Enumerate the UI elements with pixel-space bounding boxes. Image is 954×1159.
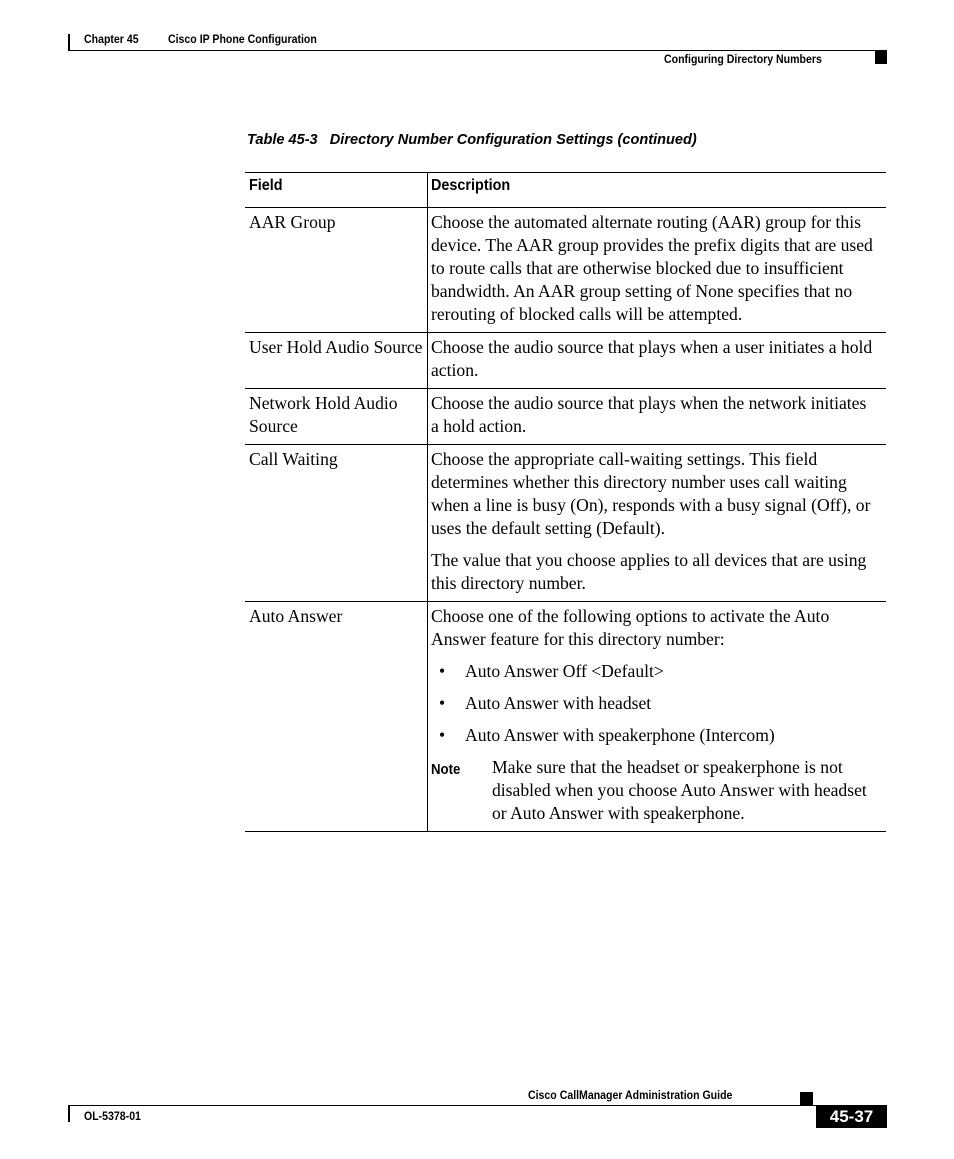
header-left-bar xyxy=(68,34,70,50)
configuration-table xyxy=(245,172,886,832)
table-caption xyxy=(247,131,697,148)
table-row xyxy=(245,389,886,445)
field-cell: User Hold Audio Source xyxy=(245,333,428,389)
header-chapter-title: Cisco IP Phone Configuration xyxy=(168,32,317,46)
list-item: • Auto Answer Off <Default> xyxy=(431,660,876,683)
list-item: • Auto Answer with headset xyxy=(431,692,876,715)
field-cell: Call Waiting xyxy=(245,445,428,602)
list-item: • Auto Answer with speakerphone (Intercom) xyxy=(431,724,876,747)
field-cell: Network Hold Audio Source xyxy=(245,389,428,445)
footer-marker xyxy=(800,1092,813,1105)
footer-left-bar xyxy=(68,1105,70,1122)
footer-rule xyxy=(68,1105,816,1106)
note-label: Note xyxy=(431,761,461,778)
header-marker xyxy=(875,51,887,64)
table-header-row xyxy=(245,173,886,208)
description-cell: Choose the audio source that plays when a user initiates a hold action. xyxy=(428,333,887,389)
description-cell xyxy=(428,445,887,602)
field-cell: AAR Group xyxy=(245,208,428,333)
table-row xyxy=(245,333,886,389)
footer-doc-number: OL-5378-01 xyxy=(84,1109,141,1123)
description-cell: Choose the audio source that plays when the network initiates a hold action. xyxy=(428,389,887,445)
field-cell: Auto Answer xyxy=(245,602,428,832)
description-paragraph: The value that you choose applies to all devices that are using this directory number. xyxy=(431,550,867,593)
note-text: Make sure that the headset or speakerphone is not disabled when you choose Auto Answer with headset or Auto Answer with speakerphone. xyxy=(492,757,867,823)
table-row xyxy=(245,602,886,832)
header-rule xyxy=(68,50,887,51)
column-header-description: Description xyxy=(428,173,887,208)
table-caption-title: Directory Number Configuration Settings (continued) xyxy=(329,131,697,148)
table-row xyxy=(245,208,886,333)
footer-guide-title: Cisco CallManager Administration Guide xyxy=(528,1088,733,1102)
page-number: 45-37 xyxy=(816,1105,887,1128)
table-row xyxy=(245,445,886,602)
header-section-title: Configuring Directory Numbers xyxy=(664,52,822,66)
header-chapter: Chapter 45 xyxy=(84,32,139,46)
description-cell xyxy=(428,602,887,832)
table-caption-label: Table 45-3 xyxy=(247,131,318,148)
description-paragraph: Choose the appropriate call-waiting settings. This field determines whether this directory number uses call waiting when a line is busy (On), responds with a busy signal (Off), or uses the default setting (Default). xyxy=(431,449,871,538)
description-cell: Choose the automated alternate routing (AAR) group for this device. The AAR group provides the prefix digits that are used to route calls that are otherwise blocked due to insufficient bandwidth. An AAR group setting of None specifies that no rerouting of blocked calls will be attempted. xyxy=(428,208,887,333)
description-paragraph: Choose one of the following options to activate the Auto Answer feature for this directory number: xyxy=(431,606,830,649)
note-block xyxy=(431,756,876,825)
column-header-field: Field xyxy=(245,173,428,208)
option-list xyxy=(431,660,876,747)
